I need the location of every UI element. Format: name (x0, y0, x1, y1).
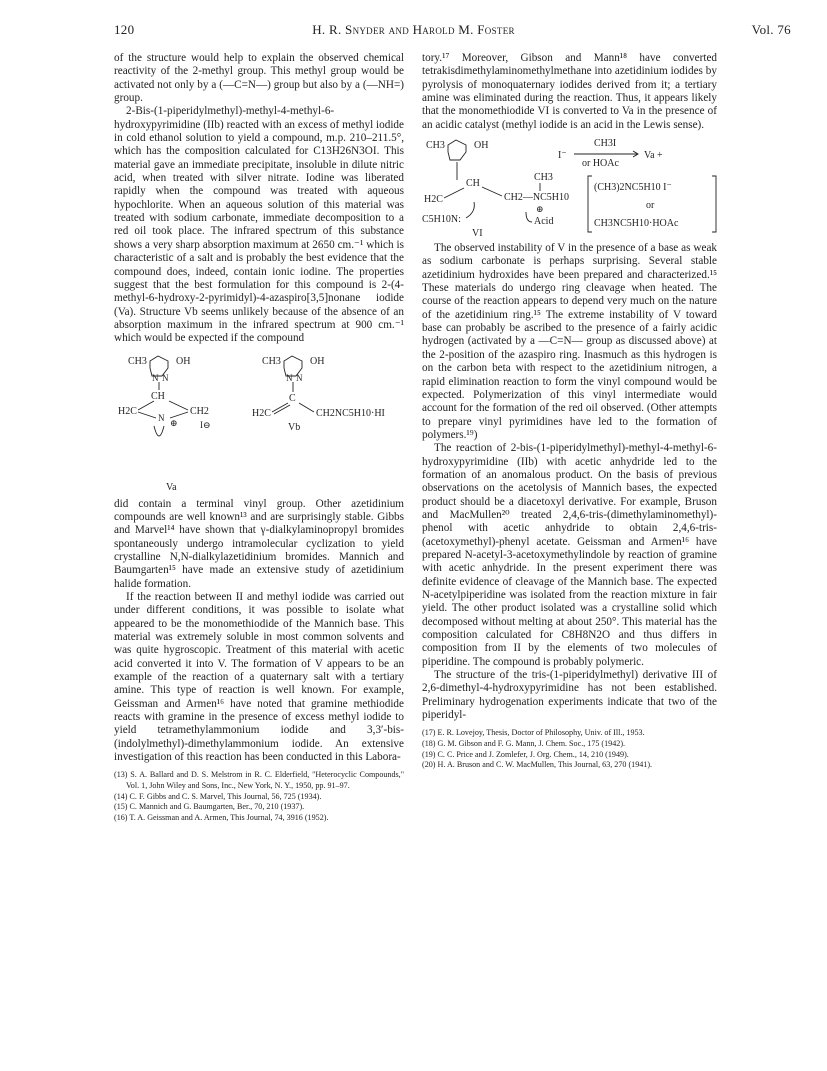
bracket-right (712, 176, 716, 232)
vb-label: Vb (288, 421, 301, 433)
paragraph: If the reaction between II and methyl iodide was carried out under different conditions, it was possible to isolate what appeared to be the monomethiodide of the Mannich base. This material was extremely soluble in most common solvents and was quite hygroscopic. Treatment of this material with acetic acid converted it into V. The formation of V appears to be an example of the reaction of a quaternary salt with a tertiary amine. This type of reaction is well known. For example, Geissman and Armen¹⁶ have noted that gramine methiodide reacts with gramine in the presence of excess methyl iodide to yield tetramethylammonium iodide and 3,3′-bis-(indolylmethyl)-dimethylammonium iodide. An extensive investigation of this reaction has been conducted in this Labora- (114, 590, 404, 764)
va-plus: ⊕ (170, 417, 178, 428)
left-column (114, 52, 404, 823)
vi-arrow (466, 202, 474, 218)
footnote: (20) H. A. Bruson and C. W. MacMullen, This Journal, 63, 270 (1941). (422, 760, 653, 770)
va-label: Va (166, 481, 177, 493)
vb-bonds (272, 403, 314, 414)
footnotes-left (114, 770, 404, 823)
vi-oh: OH (474, 140, 489, 152)
paragraph: The reaction of 2-bis-(1-piperidylmethyl)-methyl-4-methyl-6-hydroxypyrimidine (IIb) with acetic anhydride led to the formation of an anomalous product. On the basis of previous observations on the acetolysis of Mannich bases, the expected product should be a diacetoxyl derivative. For example, Bruson and MacMullen²⁰ treated 2,4,6-tris-(dimethylaminomethyl)-phenol with acetic anhydride to obtain 2,4,6-tris-(acetoxymethyl)-phenyl acetate. Geissman and Armen¹⁶ have prepared N-acetyl-3-acetoxymethylindole by reaction of gramine with acetic anhydride. In the present experiment there was definite evidence of cleavage of the Mannich base. The expected N-acetylpiperidine was isolated from the reaction mixture in fair yield. The other product isolated was a crystalline solid which decomposed without melting at about 250°. This material has the composition calculated for C8H8N2O and thus differs in composition from II by the elements of two molecules of piperidine. The compound is probably polymeric. (422, 442, 717, 668)
byproduct-2: CH3NC5H10·HOAc (594, 218, 679, 230)
bracket-left (588, 176, 592, 232)
vi-iodide: I⁻ (558, 150, 567, 162)
vi-ch: CH (466, 178, 480, 190)
paragraph: did contain a terminal vinyl group. Other azetidinium compounds are well known¹³ and are surprisingly stable. Gibbs and Marvel¹⁴ have shown that γ-dialkylaminopropyl bromides spontaneously undergo intramolecular cyclization to yield crystalline N,N-dialkylazetidinium bromides. Mannich and Baumgarten¹⁵ have made an extensive study of azetidinium halide formation. (114, 497, 404, 590)
va-ch2: CH2 (190, 405, 209, 417)
byproduct-1: (CH3)2NC5H10 I⁻ (594, 182, 672, 194)
footnote: (17) E. R. Lovejoy, Thesis, Doctor of Philosophy, Univ. of Ill., 1953. (422, 728, 645, 738)
reagent-top: CH3I (594, 138, 617, 150)
vi-amine: C5H10N: (422, 214, 461, 226)
va-oh: OH (176, 355, 191, 367)
vi-plus: ⊕ (536, 204, 544, 215)
page-number: 120 (114, 22, 135, 37)
vb-sub: CH2NC5H10·HI (316, 407, 385, 419)
paragraph: The observed instability of V in the presence of a base as weak as sodium carbonate is perhaps surprising. Several stable azetidinium hydroxides have been prepared and characterized.¹⁵ These materials do undergo ring cleavage when heated. The course of the reaction appears to depend very much on the nature of the azetidinium ring.¹⁵ The extreme instability of V toward base can probably be ascribed to the presence of a fairly acidic hydrogen (activated by a —C=N— group as discussed above) at the 2-position of the azaspiro ring. Inasmuch as this hydrogen is on the carbon beta with respect to the azetidinium nitrogen, a rapid elimination reaction to form the vinyl compound would be expected. Polymerization of this vinyl intermediate would account for the formation of the red oil observed. (Other attempts to prepare vinyl pyrimidines have led to the formation of polymers.¹⁹) (422, 242, 717, 441)
vi-acid-arrow (526, 212, 532, 222)
footnote: (14) C. F. Gibbs and C. S. Marvel, This Journal, 56, 725 (1934). (114, 791, 322, 801)
structures-va-vb (114, 346, 404, 498)
paragraph: of the structure would help to explain the observed chemical reactivity of the 2-methyl group. This methyl group would be activated not only by a (—C=N—) group but also by a (—NH=) group. (114, 52, 404, 105)
vb-n2: N (296, 372, 303, 383)
volume-number: Vol. 76 (751, 22, 791, 37)
vi-h2c: H2C (424, 194, 443, 206)
vi-acid: Acid (534, 216, 554, 228)
footnote: (19) C. C. Price and J. Zomlefer, J. Org. Chem., 14, 210 (1949). (422, 749, 629, 759)
vi-ch3b: CH3 (534, 172, 553, 184)
va-ch3: CH3 (128, 355, 147, 367)
va-iodide: I⊖ (200, 419, 211, 430)
vb-h2c: H2C (252, 407, 271, 419)
va-piperidine (154, 426, 164, 436)
va-n3: N (158, 412, 165, 423)
va-ch: CH (151, 390, 165, 402)
reaction-diagram (422, 132, 717, 242)
va-n1: N (152, 372, 159, 383)
paragraph: tory.¹⁷ Moreover, Gibson and Mann¹⁸ have converted tetrakisdimethylaminomethylmethane into azetidinium iodides by pyrolysis of monoquaternary iodides derived from it; a tertiary amine was eliminated during the reaction. Thus, it appears likely that the monomethiodide VI is converted to Va in the presence of an acidic catalyst (methyl iodide is an acid in the Lewis sense). (422, 52, 717, 131)
paragraph: 2-Bis-(1-piperidylmethyl)-methyl-4-methyl-6-hydroxypyrimidine (IIb) reacted with an excess of methyl iodide in cold ethanol solution to yield a compound, m.p. 210–211.5°, which has the composition calculated for C13H26N3OI. This material gave an immediate precipitate, insoluble in dilute nitric acid, when treated with silver nitrate. Iodine was liberated rapidly when the compound was treated with aqueous hypochlorite. When an aqueous solution of this material was treated with sodium carbonate, immediate decomposition to a red oil took place. The infrared spectrum of this substance shows a very sharp absorption maximum at 2650 cm.⁻¹ which is characteristic of a salt and is probably the best evidence that the compound does, indeed, contain ionic iodine. The properties suggest that the best formulation for this compound is 2-(4-methyl-6-hydroxy-2-pyrimidyl)-4-azaspiro[3,5]nonane iodide (Va). Structure Vb seems unlikely because of the absence of an absorption maximum in the infrared spectrum at 900 cm.⁻¹ which would be expected if the compound (114, 105, 404, 345)
running-title: H. R. Snyder and Harold M. Foster (312, 22, 515, 37)
right-column (422, 52, 717, 771)
va-n2: N (162, 372, 169, 383)
footnote: (18) G. M. Gibson and F. G. Mann, J. Chem. Soc., 175 (1942). (422, 739, 626, 749)
structure-vi-scheme (422, 132, 717, 242)
footnote: (13) S. A. Ballard and D. S. Melstrom in R. C. Elderfield, "Heterocyclic Compounds," Vol. 1, John Wiley and Sons, Inc., New York, N. Y., 1950, pp. 91–97. (114, 770, 404, 791)
footnote: (16) T. A. Geissman and A. Armen, This Journal, 74, 3916 (1952). (114, 812, 329, 822)
vb-c: C (289, 392, 296, 404)
vb-n1: N (286, 372, 293, 383)
reagent-bottom: or HOAc (582, 158, 619, 170)
vb-oh: OH (310, 355, 325, 367)
footnotes-right (422, 728, 717, 770)
byproduct-or: or (646, 200, 655, 212)
vi-pyrimidine-ring (448, 140, 466, 160)
product-va: Va + (644, 150, 663, 162)
footnote: (15) C. Mannich and G. Baumgarten, Ber., 70, 210 (1937). (114, 802, 305, 812)
structure-diagram (114, 346, 404, 498)
vi-ch2n: CH2—NC5H10 (504, 192, 570, 204)
va-h2c: H2C (118, 405, 137, 417)
paragraph: The structure of the tris-(1-piperidylmethyl) derivative III of 2,6-dimethyl-4-hydroxypyrimidine has not been established. Preliminary hydrogenation experiments indicate that two of the piperidyl- (422, 669, 717, 722)
vi-label: VI (472, 228, 483, 240)
vb-ch3: CH3 (262, 355, 281, 367)
vi-ch3: CH3 (426, 140, 445, 152)
